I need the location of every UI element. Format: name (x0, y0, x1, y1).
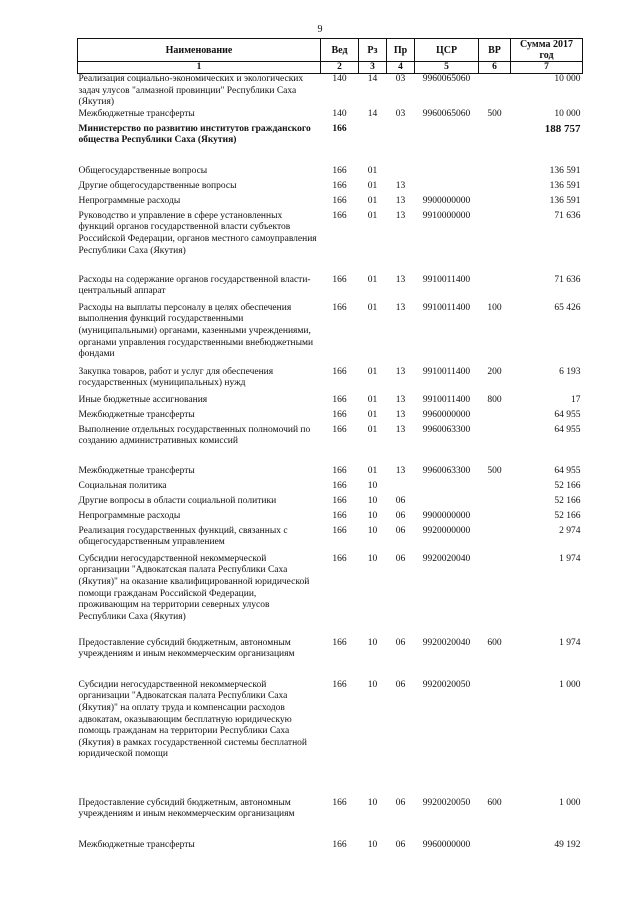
table-row (78, 466, 583, 481)
table-row (78, 410, 583, 425)
row-csr: 9960000000 (422, 409, 471, 420)
row-ved: 166 (332, 480, 347, 491)
row-vr: 600 (487, 637, 502, 648)
row-name: Расходы на содержание органов государственной власти- центральный аппарат (78, 274, 311, 297)
row-rz: 10 (367, 797, 378, 808)
table-row (78, 367, 583, 395)
row-name: Министерство по развитию институтов гражданского общества Республики Саха (Якутия) (78, 123, 311, 146)
row-pr (387, 166, 415, 181)
row-name: Межбюджетные трансферты (78, 839, 195, 850)
row-csr: 9960000000 (422, 839, 471, 850)
row-rz: 10 (367, 637, 378, 648)
column-number: 2 (321, 62, 359, 74)
row-csr (415, 481, 479, 496)
row-rz: 01 (367, 302, 378, 313)
row-sum: 71 636 (554, 210, 581, 221)
row-vr: 500 (487, 108, 502, 119)
row-sum: 1 000 (559, 679, 581, 690)
row-ved: 166 (332, 409, 347, 420)
row-name: Социальная политика (78, 480, 167, 491)
row-vr (479, 526, 511, 554)
row-ved: 140 (332, 108, 347, 119)
row-vr (479, 481, 511, 496)
row-pr (387, 124, 415, 166)
row-ved: 166 (332, 510, 347, 521)
row-vr (479, 496, 511, 511)
header-name: Наименование (78, 39, 321, 62)
row-csr: 9910011400 (422, 394, 471, 405)
table-row (78, 798, 583, 840)
row-ved: 166 (332, 366, 347, 377)
row-vr (479, 840, 511, 856)
row-sum: 10 000 (554, 74, 581, 84)
row-name: Субсидии негосударственной некоммерческой организации "Адвокатская палата Республики Саха (Якутия)" на оказание квалифицированной юридической помощи гражданам Российской Федерации, проживающим на территории северных улусов Республики Саха (Якутия) (78, 553, 310, 622)
row-rz (359, 124, 387, 166)
column-number: 6 (479, 62, 511, 74)
row-rz: 01 (367, 195, 378, 206)
row-vr: 100 (487, 302, 502, 313)
row-sum: 52 166 (554, 495, 581, 506)
row-vr (479, 554, 511, 638)
row-pr: 06 (395, 797, 406, 808)
column-number: 1 (78, 62, 321, 74)
row-vr (479, 680, 511, 798)
row-csr: 9920020050 (422, 797, 471, 808)
row-pr: 13 (395, 195, 406, 206)
table-row (78, 840, 583, 856)
row-name: Межбюджетные трансферты (78, 409, 195, 420)
row-name: Субсидии негосударственной некоммерческой организации "Адвокатская палата Республики Саха (Якутия)" на оплату труда и компенсации расходов адвокатам, оказывающим бесплатную юридическую помощь гражданам на территории Республики Саха (Якутия) в рамках государственной системы бесплатной юридической помощи (78, 679, 308, 760)
row-vr (479, 196, 511, 211)
row-ved: 166 (332, 553, 347, 564)
row-rz: 01 (367, 465, 378, 476)
row-sum: 2 974 (559, 525, 581, 536)
row-sum: 65 426 (554, 302, 581, 313)
table-row (78, 511, 583, 526)
table-row (78, 109, 583, 124)
row-sum: 64 955 (554, 424, 581, 435)
row-ved: 166 (332, 424, 347, 435)
header-pr: Пр (387, 39, 415, 62)
row-ved: 166 (332, 210, 347, 221)
row-rz: 10 (367, 495, 378, 506)
row-ved: 166 (332, 165, 347, 176)
row-ved: 166 (332, 274, 347, 285)
row-sum: 52 166 (554, 480, 581, 491)
row-csr (415, 181, 479, 196)
row-sum: 49 192 (554, 839, 581, 850)
row-sum: 17 (571, 394, 581, 405)
table-row (78, 275, 583, 303)
row-rz: 10 (367, 525, 378, 536)
row-csr: 9960063300 (422, 465, 471, 476)
row-ved: 166 (332, 465, 347, 476)
row-rz: 14 (367, 108, 378, 119)
row-pr: 06 (395, 495, 406, 506)
row-ved: 166 (332, 123, 347, 134)
header-row (78, 39, 583, 62)
row-csr: 9910011400 (422, 366, 471, 377)
row-csr: 9900000000 (422, 195, 471, 206)
row-pr: 06 (395, 510, 406, 521)
row-name: Закупка товаров, работ и услуг для обеспечения государственных (муниципальных) нужд (78, 366, 274, 389)
row-csr: 9910011400 (422, 302, 471, 313)
table-row (78, 166, 583, 181)
row-sum: 1 974 (559, 637, 581, 648)
row-name: Выполнение отдельных государственных полномочий по созданию административных комиссий (78, 424, 311, 447)
row-sum: 71 636 (554, 274, 581, 285)
header-csr: ЦСР (415, 39, 479, 62)
table-row (78, 496, 583, 511)
table-row (78, 680, 583, 798)
row-vr (479, 211, 511, 275)
row-ved: 166 (332, 195, 347, 206)
row-rz: 10 (367, 510, 378, 521)
row-pr (387, 481, 415, 496)
table-body (78, 74, 583, 856)
row-sum: 64 955 (554, 465, 581, 476)
row-ved: 166 (332, 180, 347, 191)
row-vr (479, 275, 511, 303)
budget-table (77, 38, 583, 856)
row-sum: 136 591 (549, 165, 581, 176)
row-vr (479, 181, 511, 196)
table-row (78, 395, 583, 410)
row-name: Реализация государственных функций, связанных с общегосударственным управлением (78, 525, 288, 548)
row-ved: 166 (332, 394, 347, 405)
row-pr: 06 (395, 679, 406, 690)
row-rz: 10 (367, 679, 378, 690)
row-pr: 06 (395, 553, 406, 564)
row-name: Непрограммные расходы (78, 195, 181, 206)
row-name: Межбюджетные трансферты (78, 465, 195, 476)
row-name: Реализация социально-экономических и экологических задач улусов "алмазной провинции" Республики Саха (Якутия) (78, 74, 304, 108)
page-number: 9 (317, 24, 323, 35)
row-sum: 1 000 (559, 797, 581, 808)
row-csr: 9910011400 (422, 274, 471, 285)
column-number: 3 (359, 62, 387, 74)
row-ved: 140 (332, 74, 347, 84)
row-rz: 01 (367, 394, 378, 405)
row-sum: 6 193 (559, 366, 581, 377)
row-csr: 9920020040 (422, 637, 471, 648)
row-name: Другие общегосударственные вопросы (78, 180, 237, 191)
row-sum: 10 000 (554, 108, 581, 119)
row-sum: 188 757 (544, 122, 581, 135)
row-rz: 14 (367, 74, 378, 84)
row-name: Руководство и управление в сфере установленных функций органов государственной власти субъектов Российской Федерации, органов местного самоуправления Республики Саха (Якутия) (78, 210, 317, 256)
row-ved: 166 (332, 525, 347, 536)
row-rz: 10 (367, 839, 378, 850)
row-ved: 166 (332, 679, 347, 690)
row-vr (479, 74, 511, 109)
row-rz: 01 (367, 274, 378, 285)
row-rz: 01 (367, 180, 378, 191)
row-csr: 9910000000 (422, 210, 471, 221)
row-name: Иные бюджетные ассигнования (78, 394, 208, 405)
row-csr: 9900000000 (422, 510, 471, 521)
row-ved: 166 (332, 797, 347, 808)
row-vr: 500 (487, 465, 502, 476)
row-vr (479, 166, 511, 181)
header-ved: Вед (321, 39, 359, 62)
row-csr (415, 124, 479, 166)
table-row (78, 425, 583, 466)
row-rz: 01 (367, 424, 378, 435)
table-row (78, 554, 583, 638)
row-pr: 13 (395, 394, 406, 405)
row-csr: 9960063300 (422, 424, 471, 435)
row-sum: 52 166 (554, 510, 581, 521)
row-csr (415, 496, 479, 511)
row-vr (479, 511, 511, 526)
row-csr (415, 166, 479, 181)
row-vr: 200 (487, 366, 502, 377)
row-csr: 9920020040 (422, 553, 471, 564)
table-row (78, 303, 583, 367)
row-pr: 03 (395, 74, 406, 84)
row-name: Непрограммные расходы (78, 510, 181, 521)
row-csr: 9920020050 (422, 679, 471, 690)
row-pr: 13 (395, 366, 406, 377)
table-row (78, 181, 583, 196)
row-pr: 03 (395, 108, 406, 119)
table-row (78, 124, 583, 166)
row-pr: 13 (395, 180, 406, 191)
row-pr: 06 (395, 525, 406, 536)
row-name: Другие вопросы в области социальной политики (78, 495, 277, 506)
row-vr: 800 (487, 394, 502, 405)
column-number: 7 (511, 62, 583, 74)
row-csr: 9960065060 (422, 108, 471, 119)
row-rz: 01 (367, 165, 378, 176)
row-sum: 136 591 (549, 180, 581, 191)
row-pr: 13 (395, 424, 406, 435)
column-number-row (78, 62, 583, 74)
row-name: Расходы на выплаты персоналу в целях обеспечения выполнения функций государственными (муниципальными) органами, казенными учреждениями, органами управления государственными внебюджетными фондами (78, 302, 314, 360)
column-number: 4 (387, 62, 415, 74)
table-row (78, 638, 583, 680)
row-name: Общегосударственные вопросы (78, 165, 208, 176)
column-number: 5 (415, 62, 479, 74)
row-vr (479, 124, 511, 166)
row-sum: 1 974 (559, 553, 581, 564)
row-pr: 13 (395, 274, 406, 285)
row-ved: 166 (332, 839, 347, 850)
row-pr: 13 (395, 210, 406, 221)
row-name: Предоставление субсидий бюджетным, автономным учреждениям и иным некоммерческим организациям (78, 797, 295, 820)
table-row (78, 481, 583, 496)
row-rz: 01 (367, 210, 378, 221)
row-ved: 166 (332, 637, 347, 648)
row-rz: 10 (367, 480, 378, 491)
row-ved: 166 (332, 495, 347, 506)
row-vr: 600 (487, 797, 502, 808)
header-sum: Сумма 2017 год (511, 39, 583, 62)
row-pr: 13 (395, 409, 406, 420)
header-rz: Рз (359, 39, 387, 62)
row-vr (479, 425, 511, 466)
row-pr: 13 (395, 302, 406, 313)
row-pr: 13 (395, 465, 406, 476)
table-row (78, 211, 583, 275)
row-rz: 10 (367, 553, 378, 564)
header-vr: ВР (479, 39, 511, 62)
row-csr: 9920000000 (422, 525, 471, 536)
row-pr: 06 (395, 839, 406, 850)
row-rz: 01 (367, 409, 378, 420)
row-sum: 136 591 (549, 195, 581, 206)
table-row (78, 196, 583, 211)
table-row (78, 74, 583, 109)
row-rz: 01 (367, 366, 378, 377)
row-name: Межбюджетные трансферты (78, 108, 195, 119)
row-name: Предоставление субсидий бюджетным, автономным учреждениям и иным некоммерческим организациям (78, 637, 295, 660)
row-sum: 64 955 (554, 409, 581, 420)
row-ved: 166 (332, 302, 347, 313)
row-pr: 06 (395, 637, 406, 648)
row-vr (479, 410, 511, 425)
table-row (78, 526, 583, 554)
row-csr: 9960065060 (422, 74, 471, 84)
